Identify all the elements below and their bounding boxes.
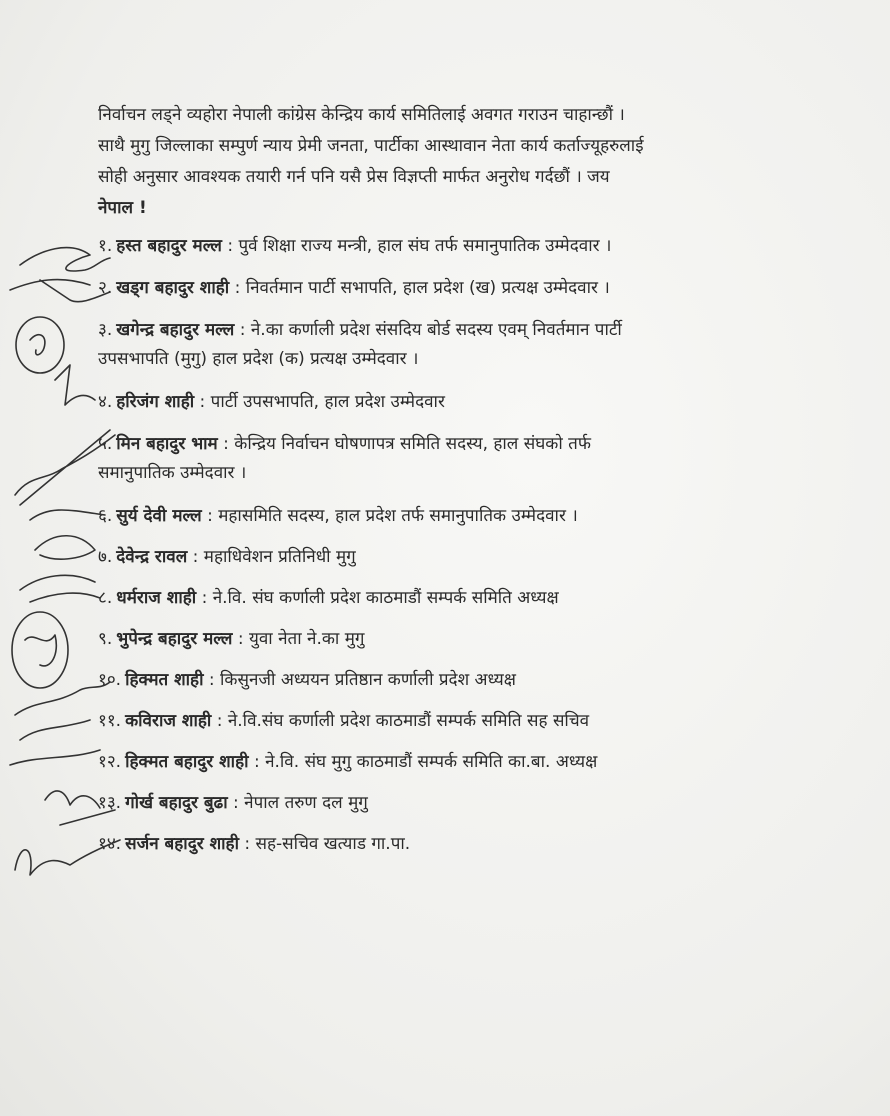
item-desc: : किसुनजी अध्ययन प्रतिष्ठान कर्णाली प्रदेश अध्यक्ष xyxy=(208,670,516,690)
item-name: खड्ग बहादुर शाही xyxy=(116,278,230,298)
list-item xyxy=(98,430,798,488)
item-name: हरिजंग शाही xyxy=(116,392,195,412)
item-name: सर्जन बहादुर शाही xyxy=(125,834,239,854)
item-name: धर्मराज शाही xyxy=(116,588,197,608)
item-number: १. xyxy=(98,236,113,256)
signature-mark xyxy=(25,635,56,666)
list-item xyxy=(98,502,798,531)
item-name: भुपेन्द्र बहादुर मल्ल xyxy=(116,629,233,649)
signature-mark xyxy=(12,612,68,688)
signature-mark xyxy=(15,430,115,505)
item-number: ४. xyxy=(98,392,113,412)
item-name: हस्त बहादुर मल्ल xyxy=(116,236,222,256)
list-item xyxy=(98,388,798,417)
list-item xyxy=(98,789,798,818)
list-item xyxy=(98,232,798,261)
item-desc: : महाधिवेशन प्रतिनिधी मुगु xyxy=(192,547,356,567)
intro-line: निर्वाचन लड्ने व्यहोरा नेपाली कांग्रेस केन्द्रिय कार्य समितिलाई अवगत गराउन चाहान्छौं । xyxy=(98,105,625,125)
item-number: ११. xyxy=(98,711,122,731)
signature-mark xyxy=(60,810,115,825)
item-name: सुर्य देवी मल्ल xyxy=(116,506,202,526)
item-number: ७. xyxy=(98,547,113,567)
item-desc: : ने.वि. संघ कर्णाली प्रदेश काठमाडौं सम्पर्क समिति अध्यक्ष xyxy=(201,588,559,608)
item-desc: : सह-सचिव खत्याड गा.पा. xyxy=(244,834,411,854)
list-item xyxy=(98,748,798,777)
item-desc: : पार्टी उपसभापति, हाल प्रदेश उम्मेदवार xyxy=(199,392,445,412)
item-desc: : ने.वि. संघ मुगु काठमाडौं सम्पर्क समिति का.बा. अध्यक्ष xyxy=(253,752,598,772)
signature-mark xyxy=(30,510,105,520)
intro-paragraph xyxy=(98,100,818,224)
item-name: मिन बहादुर भाम xyxy=(116,434,218,454)
signature-mark xyxy=(20,248,110,271)
signature-mark xyxy=(35,536,95,559)
list-item xyxy=(98,274,798,303)
item-desc-continued: समानुपातिक उम्मेदवार । xyxy=(98,463,247,483)
item-number: ९. xyxy=(98,629,113,649)
item-desc: : युवा नेता ने.का मुगु xyxy=(237,629,365,649)
item-number: ६. xyxy=(98,506,113,526)
item-name: कविराज शाही xyxy=(125,711,212,731)
signatures-column xyxy=(0,220,140,910)
intro-line: सोही अनुसार आवश्यक तयारी गर्न पनि यसै प्रेस विज्ञप्ती मार्फत अनुरोध गर्दछौं । जय xyxy=(98,167,610,187)
item-desc: : महासमिति सदस्य, हाल प्रदेश तर्फ समानुपातिक उम्मेदवार । xyxy=(207,506,578,526)
item-desc: : नेपाल तरुण दल मुगु xyxy=(233,793,368,813)
list-item xyxy=(98,707,798,736)
list-item xyxy=(98,666,798,695)
intro-line: नेपाल ! xyxy=(98,198,147,218)
item-number: १०. xyxy=(98,670,122,690)
item-name: गोर्ख बहादुर बुढा xyxy=(125,793,228,813)
item-desc: : पुर्व शिक्षा राज्य मन्त्री, हाल संघ तर्फ समानुपातिक उम्मेदवार । xyxy=(227,236,612,256)
signature-mark xyxy=(55,365,95,405)
list-item xyxy=(98,543,798,572)
item-number: १२. xyxy=(98,752,122,772)
item-number: १४. xyxy=(98,834,122,854)
signature-mark xyxy=(15,840,120,875)
candidate-list xyxy=(98,230,798,859)
list-item xyxy=(98,316,798,374)
item-number: २. xyxy=(98,278,113,298)
item-name: खगेन्द्र बहादुर मल्ल xyxy=(116,320,235,340)
item-desc: : निवर्तमान पार्टी सभापति, हाल प्रदेश (ख) प्रत्यक्ष उम्मेदवार । xyxy=(234,278,610,298)
item-name: हिक्मत शाही xyxy=(125,670,204,690)
item-desc: : ने.का कर्णाली प्रदेश संसदिय बोर्ड सदस्य एवम् निवर्तमान पार्टी xyxy=(239,320,622,340)
item-number: १३. xyxy=(98,793,122,813)
intro-line: साथै मुगु जिल्लाका सम्पुर्ण न्याय प्रेमी जनता, पार्टीका आस्थावान नेता कार्य कर्ताज्यूहरुलाई xyxy=(98,136,644,156)
signature-mark xyxy=(45,791,100,808)
item-number: ५. xyxy=(98,434,113,454)
list-item xyxy=(98,830,798,859)
signature-mark xyxy=(15,682,110,715)
item-number: ८. xyxy=(98,588,113,608)
signature-mark xyxy=(16,317,64,373)
list-item xyxy=(98,625,798,654)
item-name: देवेन्द्र रावल xyxy=(116,547,188,567)
list-item xyxy=(98,584,798,613)
signature-mark xyxy=(30,335,45,355)
item-desc: : ने.वि.संघ कर्णाली प्रदेश काठमाडौं सम्पर्क समिति सह सचिव xyxy=(216,711,590,731)
item-name: हिक्मत बहादुर शाही xyxy=(125,752,249,772)
item-desc-continued: उपसभापति (मुगु) हाल प्रदेश (क) प्रत्यक्ष उम्मेदवार । xyxy=(98,349,419,369)
signature-mark xyxy=(20,575,100,602)
item-desc: : केन्द्रिय निर्वाचन घोषणापत्र समिति सदस्य, हाल संघको तर्फ xyxy=(223,434,591,454)
item-number: ३. xyxy=(98,320,113,340)
signature-mark xyxy=(10,278,113,302)
signature-mark xyxy=(10,720,100,765)
